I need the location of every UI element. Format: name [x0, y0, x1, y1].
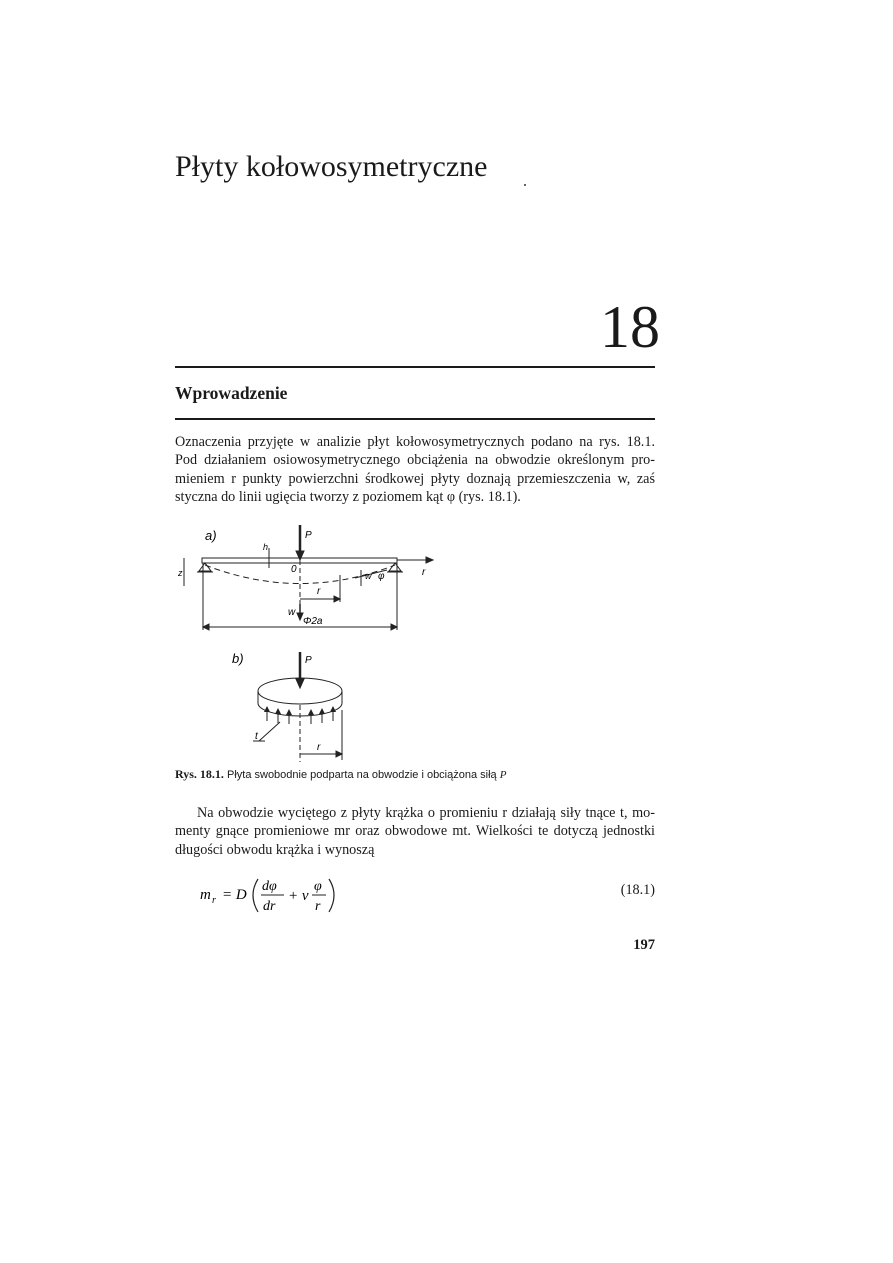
- angle-label: φ: [378, 571, 385, 582]
- diameter-arrow-right: [391, 624, 397, 630]
- eq-denominator-1: dr: [263, 899, 276, 914]
- intro-line: styczna do linii ugięcia tworzy z poziomem kąt φ (rys. 18.1).: [175, 489, 521, 506]
- load-label-b: P: [305, 655, 312, 666]
- intro-line: Oznaczenia przyjęte w analizie płyt kołowosymetrycznych podano na rys. 18.1.: [175, 434, 655, 450]
- shear-leader-line: [259, 722, 280, 741]
- shear-label: t: [255, 731, 258, 742]
- diameter-arrow-left: [203, 624, 209, 630]
- radius-label-a: r: [317, 586, 321, 597]
- chapter-title: Płyty kołowosymetryczne: [175, 150, 488, 183]
- equation-18-1: [200, 872, 360, 918]
- radial-axis-arrow: [426, 557, 433, 563]
- radius-dimension-arrow: [334, 596, 340, 602]
- w-axis-label: w: [288, 607, 296, 618]
- w-label-at-r: w: [365, 571, 372, 581]
- body-paragraph: [175, 804, 655, 859]
- diameter-label: Φ2a: [303, 616, 323, 627]
- intro-paragraph: [175, 433, 655, 507]
- body-line: menty gnące promieniowe mr oraz obwodowe mt. Wielkości te dotyczą jednostki: [175, 823, 655, 840]
- radial-axis-label: r: [422, 567, 426, 578]
- eq-r-sub: r: [212, 895, 216, 906]
- eq-numerator-2: φ: [314, 879, 322, 894]
- bottom-rule: [175, 418, 655, 420]
- origin-label: 0: [291, 564, 297, 575]
- right-paren: [329, 879, 334, 912]
- equation-number: (18.1): [620, 882, 655, 898]
- figure-label-a: a): [205, 528, 217, 543]
- top-rule: [175, 366, 655, 368]
- load-label-a: P: [305, 530, 312, 541]
- stray-dot: [524, 184, 526, 186]
- figure-18-1: [175, 520, 450, 765]
- depth-label: z: [178, 568, 183, 578]
- caption-prefix: Rys. 18.1.: [175, 767, 224, 781]
- caption-symbol: P: [499, 769, 507, 781]
- radius-dimension-arrow-b: [336, 751, 342, 757]
- eq-equals-d: = D: [222, 887, 247, 903]
- section-heading: Wprowadzenie: [175, 383, 288, 403]
- eq-plus-nu: + ν: [288, 888, 309, 904]
- radius-label-b: r: [317, 742, 321, 753]
- load-arrowhead-a: [296, 551, 304, 560]
- body-line: Na obwodzie wyciętego z płyty krążka o promieniu r działają siły tnące t, mo-: [197, 805, 655, 821]
- figure-label-b: b): [232, 651, 244, 666]
- chapter-number: 18: [600, 294, 660, 360]
- body-line: długości obwodu krążka i wynoszą: [175, 841, 375, 858]
- intro-line: mieniem r punkty powierzchni środkowej płyty doznają przemieszczenia w, zaś: [175, 470, 655, 487]
- intro-line: Pod działaniem osiowosymetrycznego obciążenia na obwodzie określonym pro-: [175, 452, 655, 469]
- eq-numerator-1: dφ: [262, 879, 277, 894]
- page-number: 197: [633, 937, 655, 953]
- left-paren: [253, 879, 258, 912]
- eq-m: m: [200, 887, 211, 903]
- caption-text: Płyta swobodnie podparta na obwodzie i obciążona siłą: [226, 769, 497, 781]
- figure-caption: [175, 767, 506, 782]
- eq-denominator-2: r: [315, 899, 321, 914]
- thickness-label: h: [263, 542, 269, 552]
